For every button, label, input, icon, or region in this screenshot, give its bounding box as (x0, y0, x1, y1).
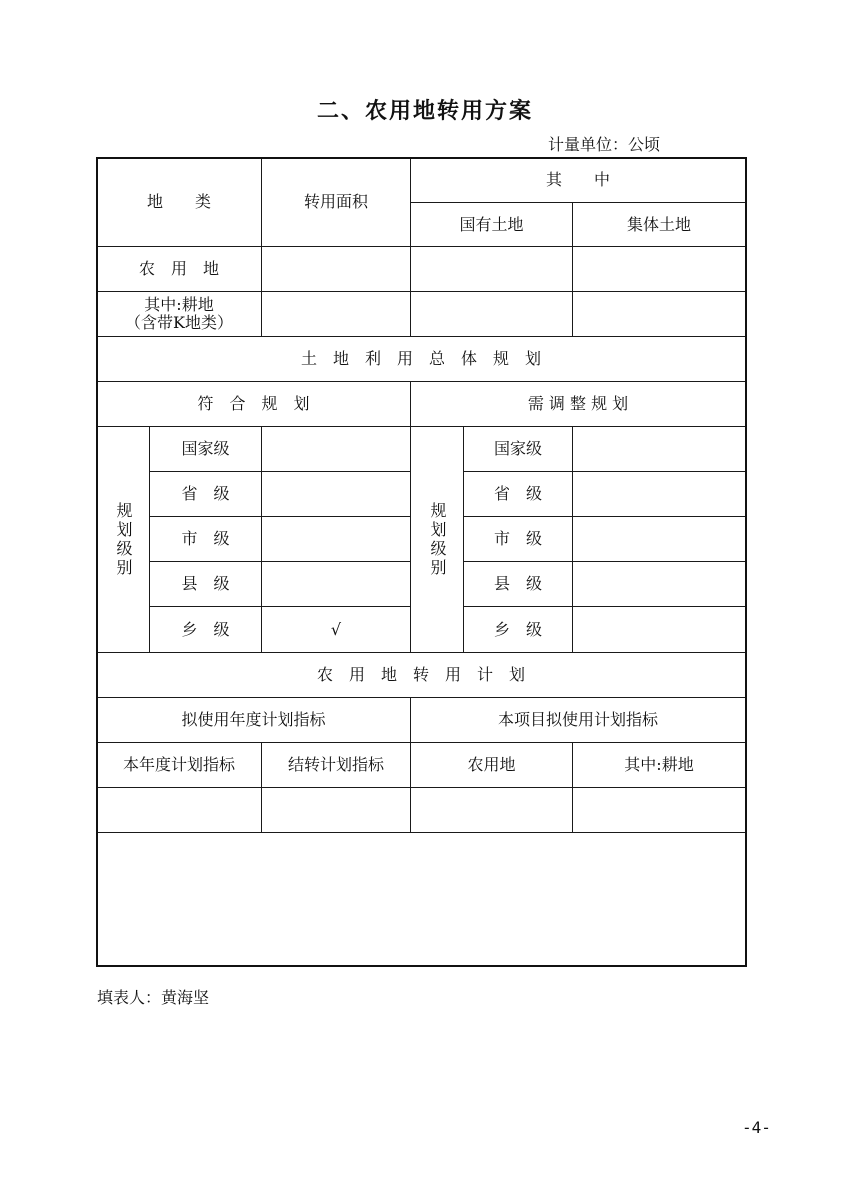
farmland-label: 农 用 地 (138, 259, 219, 278)
level-text: 国家级 (493, 439, 542, 458)
collective-land-label: 集体土地 (626, 214, 691, 234)
sub-header-text: 本年度计划指标 (122, 755, 235, 774)
sub-header-text: 其中:耕地 (624, 755, 694, 774)
filler-signature: 填表人：黄海坚 (97, 988, 210, 1007)
project-indicator-label: 本项目拟使用计划指标 (497, 710, 658, 729)
level-text: 省 级 (181, 484, 230, 503)
level-text: 国家级 (181, 439, 230, 458)
comply-level-label: 规划级别 (114, 501, 133, 578)
check-mark: √ (330, 619, 342, 639)
level-text: 省 级 (493, 484, 542, 503)
level-text: 乡 级 (493, 619, 542, 639)
cultivated-label: 其中:耕地 (144, 295, 214, 314)
page-number: -4- (742, 1118, 771, 1137)
sub-header-text: 结转计划指标 (287, 755, 384, 774)
land-type-label: 地 类 (146, 192, 211, 211)
unit-label: 计量单位：公顷 (548, 135, 661, 154)
form-title: 二、农用地转用方案 (316, 99, 533, 124)
annual-indicator-label: 拟使用年度计划指标 (181, 710, 326, 729)
plan-section-label: 土 地 利 用 总 体 规 划 (300, 349, 541, 368)
plan-adjust-label: 需 调 整 规 划 (527, 394, 629, 413)
area-label: 转用面积 (303, 192, 368, 211)
plan-comply-label: 符 合 规 划 (197, 394, 310, 413)
table-border (96, 157, 747, 967)
level-text: 乡 级 (181, 619, 230, 639)
adjust-level-label: 规划级别 (428, 501, 447, 578)
level-text: 县 级 (181, 574, 230, 593)
cultivated-sublabel: （含带K地类） (125, 313, 233, 332)
level-text: 市 级 (181, 529, 230, 548)
level-text: 县 级 (493, 574, 542, 593)
of-which-label: 其 中 (545, 170, 610, 189)
level-text: 市 级 (493, 529, 542, 548)
state-land-label: 国有土地 (459, 214, 524, 234)
sub-header-text: 农用地 (467, 755, 516, 774)
conversion-section-label: 农 用 地 转 用 计 划 (316, 665, 525, 684)
